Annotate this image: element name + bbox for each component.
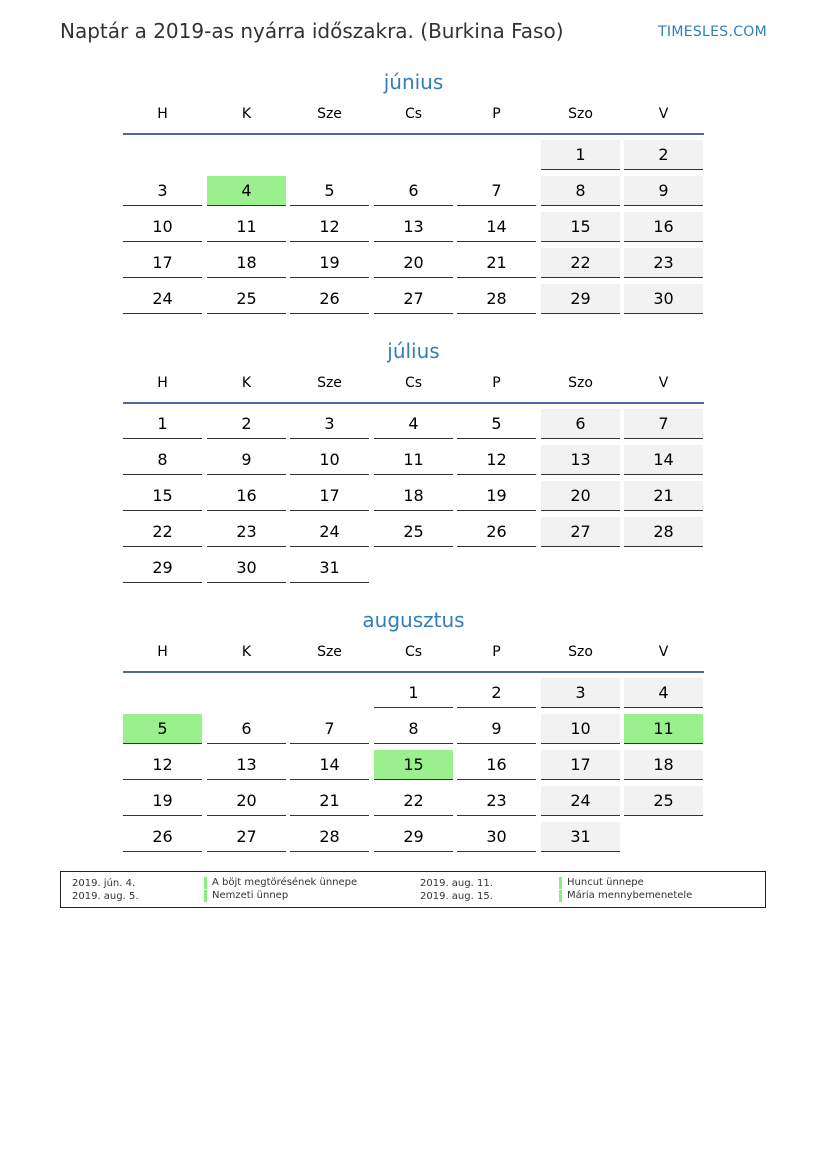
day-cell: 2 [624, 140, 703, 170]
month-calendar [123, 608, 704, 858]
weekday-label: K [241, 375, 252, 391]
day-cell: 13 [541, 445, 620, 475]
day-cell: 25 [374, 517, 453, 547]
weekday-label: Szo [568, 375, 593, 391]
page-title: Naptár a 2019-as nyárra időszakra. (Burkina Faso) [60, 19, 564, 43]
day-cell: 22 [123, 517, 202, 547]
legend-holiday-name: Huncut ünnepe [559, 877, 644, 889]
holiday-legend [60, 871, 766, 908]
month-name: augusztus [362, 608, 465, 632]
weekday-label: H [157, 644, 168, 660]
day-cell: 8 [541, 176, 620, 206]
day-cell: 7 [624, 409, 703, 439]
day-cell: 17 [123, 248, 202, 278]
day-cell: 27 [207, 822, 286, 852]
weekday-label: V [658, 375, 669, 391]
day-cell: 18 [374, 481, 453, 511]
weekday-label: V [658, 106, 669, 122]
day-cell: 4 [624, 678, 703, 708]
day-cell: 9 [207, 445, 286, 475]
day-grid [123, 409, 704, 589]
day-cell: 25 [207, 284, 286, 314]
weekday-label: Sze [317, 644, 342, 660]
day-cell: 29 [374, 822, 453, 852]
brand-link[interactable]: TIMESLES.COM [658, 24, 767, 40]
weekday-label: H [157, 106, 168, 122]
holiday-day-cell: 5 [123, 714, 202, 744]
day-cell: 28 [457, 284, 536, 314]
day-cell: 26 [123, 822, 202, 852]
month-calendar [123, 70, 704, 320]
day-cell: 28 [290, 822, 369, 852]
day-cell: 19 [290, 248, 369, 278]
weekday-label: P [492, 106, 501, 122]
weekday-label: Sze [317, 375, 342, 391]
day-cell: 3 [123, 176, 202, 206]
day-cell: 10 [290, 445, 369, 475]
day-cell: 27 [374, 284, 453, 314]
day-cell: 13 [207, 750, 286, 780]
holiday-day-cell: 15 [374, 750, 453, 780]
day-cell: 18 [624, 750, 703, 780]
day-grid [123, 140, 704, 320]
day-cell: 8 [374, 714, 453, 744]
day-cell: 14 [624, 445, 703, 475]
weekday-label: K [241, 106, 252, 122]
weekday-label: V [658, 644, 669, 660]
holiday-day-cell: 4 [207, 176, 286, 206]
day-cell: 31 [290, 553, 369, 583]
weekday-header [123, 642, 704, 673]
day-cell: 20 [207, 786, 286, 816]
day-cell: 16 [624, 212, 703, 242]
day-cell: 13 [374, 212, 453, 242]
day-cell: 3 [541, 678, 620, 708]
day-cell: 22 [374, 786, 453, 816]
day-cell: 8 [123, 445, 202, 475]
day-cell: 11 [207, 212, 286, 242]
day-cell: 9 [457, 714, 536, 744]
day-cell: 21 [624, 481, 703, 511]
weekday-label: Szo [568, 644, 593, 660]
weekday-label: P [492, 375, 501, 391]
weekday-header [123, 104, 704, 135]
day-cell: 20 [374, 248, 453, 278]
day-cell: 14 [457, 212, 536, 242]
day-cell: 3 [290, 409, 369, 439]
day-cell: 2 [207, 409, 286, 439]
day-cell: 6 [207, 714, 286, 744]
day-cell: 11 [374, 445, 453, 475]
day-cell: 12 [123, 750, 202, 780]
day-cell: 14 [290, 750, 369, 780]
day-cell: 24 [541, 786, 620, 816]
legend-date: 2019. aug. 5. [72, 891, 139, 902]
day-cell: 7 [457, 176, 536, 206]
day-cell: 30 [457, 822, 536, 852]
day-cell: 15 [541, 212, 620, 242]
month-calendar [123, 339, 704, 589]
weekday-label: K [241, 644, 252, 660]
weekday-label: Cs [404, 644, 423, 660]
legend-holiday-name: Mária mennybemenetele [559, 890, 692, 902]
day-cell: 16 [457, 750, 536, 780]
day-cell: 23 [624, 248, 703, 278]
day-cell: 5 [290, 176, 369, 206]
legend-holiday-name: Nemzeti ünnep [204, 890, 288, 902]
day-cell: 12 [290, 212, 369, 242]
day-cell: 28 [624, 517, 703, 547]
day-cell: 10 [123, 212, 202, 242]
holiday-day-cell: 11 [624, 714, 703, 744]
day-cell: 6 [374, 176, 453, 206]
day-cell: 17 [541, 750, 620, 780]
day-cell: 21 [457, 248, 536, 278]
day-cell: 19 [457, 481, 536, 511]
day-cell: 27 [541, 517, 620, 547]
month-name: július [387, 339, 440, 363]
day-cell: 2 [457, 678, 536, 708]
day-cell: 26 [457, 517, 536, 547]
weekday-header [123, 373, 704, 404]
day-cell: 15 [123, 481, 202, 511]
day-cell: 24 [290, 517, 369, 547]
day-cell: 1 [123, 409, 202, 439]
day-cell: 4 [374, 409, 453, 439]
day-cell: 18 [207, 248, 286, 278]
day-cell: 29 [123, 553, 202, 583]
day-cell: 22 [541, 248, 620, 278]
day-cell: 23 [457, 786, 536, 816]
day-cell: 26 [290, 284, 369, 314]
legend-holiday-name: A böjt megtörésének ünnepe [204, 877, 357, 889]
day-cell: 23 [207, 517, 286, 547]
day-grid [123, 678, 704, 858]
day-cell: 5 [457, 409, 536, 439]
day-cell: 1 [374, 678, 453, 708]
day-cell: 19 [123, 786, 202, 816]
day-cell: 24 [123, 284, 202, 314]
weekday-label: Cs [404, 375, 423, 391]
day-cell: 31 [541, 822, 620, 852]
day-cell: 16 [207, 481, 286, 511]
day-cell: 12 [457, 445, 536, 475]
legend-date: 2019. aug. 11. [420, 878, 493, 889]
day-cell: 21 [290, 786, 369, 816]
day-cell: 25 [624, 786, 703, 816]
legend-date: 2019. jún. 4. [72, 878, 136, 889]
weekday-label: Cs [404, 106, 423, 122]
month-name: június [383, 70, 444, 94]
legend-date: 2019. aug. 15. [420, 891, 493, 902]
weekday-label: Sze [317, 106, 342, 122]
day-cell: 17 [290, 481, 369, 511]
day-cell: 9 [624, 176, 703, 206]
day-cell: 1 [541, 140, 620, 170]
day-cell: 30 [624, 284, 703, 314]
day-cell: 6 [541, 409, 620, 439]
weekday-label: H [157, 375, 168, 391]
day-cell: 10 [541, 714, 620, 744]
day-cell: 7 [290, 714, 369, 744]
weekday-label: P [492, 644, 501, 660]
weekday-label: Szo [568, 106, 593, 122]
day-cell: 30 [207, 553, 286, 583]
day-cell: 29 [541, 284, 620, 314]
day-cell: 20 [541, 481, 620, 511]
